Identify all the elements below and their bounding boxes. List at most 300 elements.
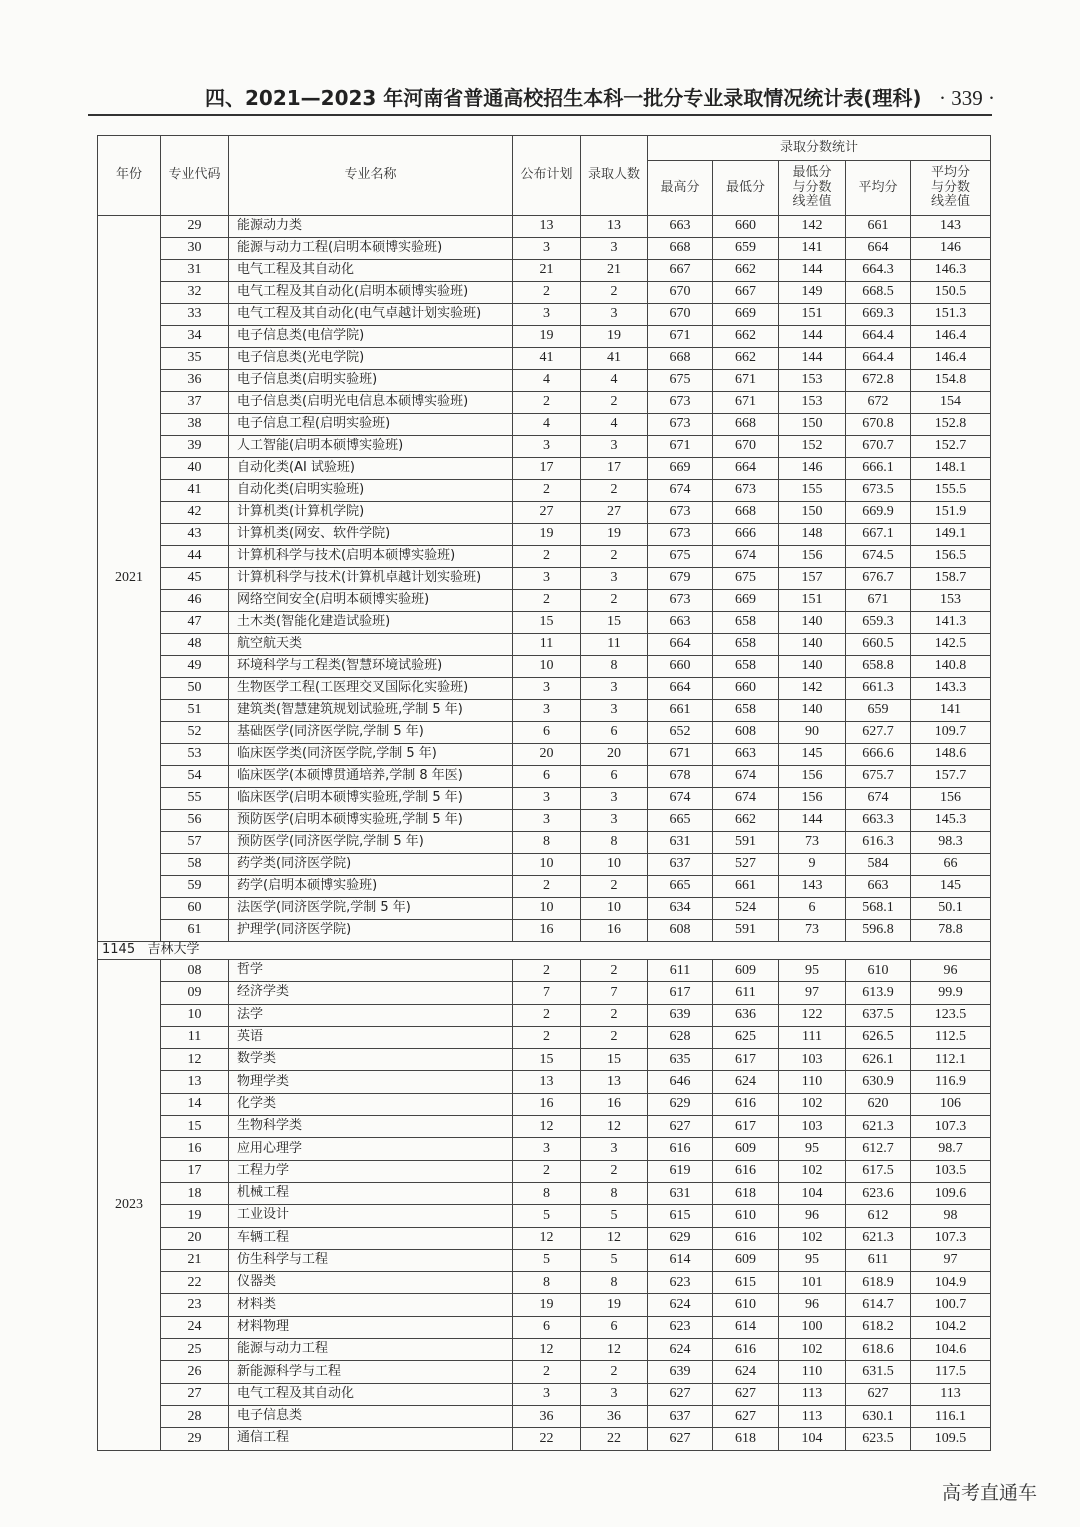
table-row — [98, 766, 991, 788]
cell-plan: 15 — [513, 1049, 581, 1071]
cell-code: 14 — [161, 1093, 229, 1115]
cell-avg: 611 — [846, 1249, 911, 1271]
cell-avg: 637.5 — [846, 1004, 911, 1026]
cell-plan: 8 — [513, 832, 581, 854]
cell-admitted: 2 — [581, 960, 648, 982]
group-2023 — [98, 960, 991, 1451]
cell-avg: 618.2 — [846, 1316, 911, 1338]
cell-code: 18 — [161, 1182, 229, 1204]
cell-name: 计算机类(计算机学院) — [229, 502, 513, 524]
table-row — [98, 326, 991, 348]
cell-plan: 17 — [513, 458, 581, 480]
cell-plan: 19 — [513, 326, 581, 348]
table-row — [98, 678, 991, 700]
cell-name: 电气工程及其自动化(电气卓越计划实验班) — [229, 304, 513, 326]
cell-admitted: 21 — [581, 260, 648, 282]
cell-admitted: 3 — [581, 304, 648, 326]
cell-plan: 13 — [513, 216, 581, 238]
cell-plan: 2 — [513, 590, 581, 612]
cell-plan: 8 — [513, 1272, 581, 1294]
cell-avg-diff: 149.1 — [911, 524, 991, 546]
cell-max: 670 — [648, 282, 713, 304]
cell-name: 生物科学类 — [229, 1116, 513, 1138]
cell-min: 636 — [713, 1004, 779, 1026]
cell-code: 38 — [161, 414, 229, 436]
cell-plan: 2 — [513, 282, 581, 304]
cell-code: 34 — [161, 326, 229, 348]
cell-code: 20 — [161, 1227, 229, 1249]
cell-min-diff: 96 — [779, 1294, 846, 1316]
cell-code: 39 — [161, 436, 229, 458]
cell-avg: 620 — [846, 1093, 911, 1115]
cell-min-diff: 122 — [779, 1004, 846, 1026]
cell-min-diff: 113 — [779, 1405, 846, 1427]
cell-min: 611 — [713, 982, 779, 1004]
cell-avg-diff: 78.8 — [911, 920, 991, 942]
cell-avg: 672.8 — [846, 370, 911, 392]
cell-avg: 664.3 — [846, 260, 911, 282]
cell-min-diff: 140 — [779, 700, 846, 722]
cell-min: 610 — [713, 1205, 779, 1227]
cell-plan: 10 — [513, 854, 581, 876]
cell-admitted: 2 — [581, 590, 648, 612]
cell-code: 51 — [161, 700, 229, 722]
cell-plan: 2 — [513, 546, 581, 568]
cell-plan: 3 — [513, 1138, 581, 1160]
col-min-diff: 最低分与分数线差值 — [779, 161, 846, 216]
cell-min-diff: 9 — [779, 854, 846, 876]
cell-admitted: 3 — [581, 238, 648, 260]
cell-avg-diff: 103.5 — [911, 1160, 991, 1182]
cell-max: 611 — [648, 960, 713, 982]
cell-avg: 568.1 — [846, 898, 911, 920]
cell-max: 639 — [648, 1004, 713, 1026]
cell-name: 临床医学类(同济医学院,学制 5 年) — [229, 744, 513, 766]
cell-avg: 664.4 — [846, 348, 911, 370]
cell-name: 计算机科学与技术(计算机卓越计划实验班) — [229, 568, 513, 590]
cell-min-diff: 152 — [779, 436, 846, 458]
cell-admitted: 5 — [581, 1205, 648, 1227]
table-row — [98, 1316, 991, 1338]
cell-avg: 617.5 — [846, 1160, 911, 1182]
cell-min-diff: 97 — [779, 982, 846, 1004]
cell-max: 637 — [648, 854, 713, 876]
cell-min: 668 — [713, 502, 779, 524]
table-row — [98, 634, 991, 656]
cell-avg: 626.1 — [846, 1049, 911, 1071]
cell-avg-diff: 106 — [911, 1093, 991, 1115]
cell-max: 673 — [648, 524, 713, 546]
cell-min-diff: 95 — [779, 1138, 846, 1160]
cell-admitted: 15 — [581, 612, 648, 634]
table-row — [98, 238, 991, 260]
cell-plan: 2 — [513, 1004, 581, 1026]
cell-min: 667 — [713, 282, 779, 304]
cell-plan: 12 — [513, 1339, 581, 1361]
cell-plan: 3 — [513, 238, 581, 260]
cell-avg: 584 — [846, 854, 911, 876]
cell-max: 668 — [648, 238, 713, 260]
table-row — [98, 744, 991, 766]
cell-code: 49 — [161, 656, 229, 678]
cell-plan: 21 — [513, 260, 581, 282]
cell-min-diff: 144 — [779, 260, 846, 282]
cell-avg-diff: 96 — [911, 960, 991, 982]
cell-avg-diff: 109.6 — [911, 1182, 991, 1204]
cell-plan: 12 — [513, 1116, 581, 1138]
cell-plan: 36 — [513, 1405, 581, 1427]
cell-name: 人工智能(启明本硕博实验班) — [229, 436, 513, 458]
cell-min: 524 — [713, 898, 779, 920]
cell-max: 664 — [648, 678, 713, 700]
cell-admitted: 8 — [581, 1272, 648, 1294]
cell-plan: 2 — [513, 480, 581, 502]
cell-min: 609 — [713, 1249, 779, 1271]
cell-plan: 2 — [513, 1361, 581, 1383]
cell-avg-diff: 143 — [911, 216, 991, 238]
table-row — [98, 1339, 991, 1361]
cell-code: 12 — [161, 1049, 229, 1071]
cell-name: 材料类 — [229, 1294, 513, 1316]
cell-code: 45 — [161, 568, 229, 590]
cell-avg-diff: 97 — [911, 1249, 991, 1271]
cell-admitted: 2 — [581, 1026, 648, 1048]
table-row — [98, 546, 991, 568]
cell-name: 哲学 — [229, 960, 513, 982]
table-row — [98, 1026, 991, 1048]
cell-plan: 3 — [513, 788, 581, 810]
cell-min-diff: 143 — [779, 876, 846, 898]
cell-min: 671 — [713, 392, 779, 414]
cell-min: 527 — [713, 854, 779, 876]
cell-name: 网络空间安全(启明本硕博实验班) — [229, 590, 513, 612]
cell-avg: 676.7 — [846, 568, 911, 590]
table-row — [98, 502, 991, 524]
cell-min: 662 — [713, 810, 779, 832]
page-header — [205, 82, 995, 111]
page-title: 四、2021—2023 年河南省普通高校招生本科一批分专业录取情况统计表(理科) — [205, 86, 922, 110]
cell-admitted: 12 — [581, 1339, 648, 1361]
cell-max: 673 — [648, 502, 713, 524]
table-row — [98, 1428, 991, 1450]
cell-min-diff: 102 — [779, 1339, 846, 1361]
cell-min-diff: 151 — [779, 304, 846, 326]
cell-code: 60 — [161, 898, 229, 920]
cell-min-diff: 113 — [779, 1383, 846, 1405]
group-2021 — [98, 216, 991, 942]
cell-avg-diff: 140.8 — [911, 656, 991, 678]
cell-admitted: 15 — [581, 1049, 648, 1071]
cell-avg-diff: 141.3 — [911, 612, 991, 634]
table-row — [98, 722, 991, 744]
cell-min: 674 — [713, 788, 779, 810]
cell-code: 33 — [161, 304, 229, 326]
cell-avg: 627 — [846, 1383, 911, 1405]
cell-plan: 27 — [513, 502, 581, 524]
cell-max: 646 — [648, 1071, 713, 1093]
cell-code: 61 — [161, 920, 229, 942]
table-row — [98, 1227, 991, 1249]
cell-min-diff: 102 — [779, 1160, 846, 1182]
cell-min-diff: 148 — [779, 524, 846, 546]
cell-avg-diff: 109.5 — [911, 1428, 991, 1450]
cell-admitted: 2 — [581, 282, 648, 304]
cell-code: 10 — [161, 1004, 229, 1026]
cell-avg-diff: 146.3 — [911, 260, 991, 282]
cell-min: 616 — [713, 1339, 779, 1361]
cell-name: 仿生科学与工程 — [229, 1249, 513, 1271]
cell-avg: 659.3 — [846, 612, 911, 634]
cell-max: 615 — [648, 1205, 713, 1227]
cell-avg: 666.6 — [846, 744, 911, 766]
table-row — [98, 392, 991, 414]
cell-admitted: 2 — [581, 392, 648, 414]
cell-min: 609 — [713, 1138, 779, 1160]
university-code: 1145 — [102, 942, 136, 958]
table-row — [98, 1383, 991, 1405]
cell-admitted: 2 — [581, 1004, 648, 1026]
cell-max: 660 — [648, 656, 713, 678]
cell-admitted: 36 — [581, 1405, 648, 1427]
cell-min-diff: 111 — [779, 1026, 846, 1048]
cell-avg: 627.7 — [846, 722, 911, 744]
cell-min: 658 — [713, 656, 779, 678]
cell-avg: 612 — [846, 1205, 911, 1227]
cell-min-diff: 153 — [779, 392, 846, 414]
cell-code: 22 — [161, 1272, 229, 1294]
cell-max: 663 — [648, 612, 713, 634]
cell-admitted: 11 — [581, 634, 648, 656]
cell-avg-diff: 50.1 — [911, 898, 991, 920]
cell-code: 54 — [161, 766, 229, 788]
cell-name: 电子信息类(光电学院) — [229, 348, 513, 370]
cell-code: 56 — [161, 810, 229, 832]
cell-name: 护理学(同济医学院) — [229, 920, 513, 942]
university-row — [98, 942, 991, 960]
cell-min-diff: 140 — [779, 634, 846, 656]
cell-admitted: 8 — [581, 832, 648, 854]
cell-avg-diff: 112.1 — [911, 1049, 991, 1071]
cell-admitted: 16 — [581, 920, 648, 942]
cell-avg: 664.4 — [846, 326, 911, 348]
cell-min: 674 — [713, 546, 779, 568]
cell-min-diff: 144 — [779, 348, 846, 370]
cell-min-diff: 90 — [779, 722, 846, 744]
cell-avg: 621.3 — [846, 1227, 911, 1249]
cell-plan: 5 — [513, 1205, 581, 1227]
cell-plan: 3 — [513, 304, 581, 326]
cell-min: 616 — [713, 1227, 779, 1249]
cell-avg: 658.8 — [846, 656, 911, 678]
cell-admitted: 20 — [581, 744, 648, 766]
cell-name: 计算机科学与技术(启明本硕博实验班) — [229, 546, 513, 568]
cell-max: 619 — [648, 1160, 713, 1182]
table-row — [98, 1361, 991, 1383]
col-min: 最低分 — [713, 161, 779, 216]
cell-admitted: 2 — [581, 876, 648, 898]
cell-plan: 2 — [513, 876, 581, 898]
cell-plan: 6 — [513, 766, 581, 788]
cell-admitted: 3 — [581, 700, 648, 722]
cell-avg-diff: 155.5 — [911, 480, 991, 502]
cell-code: 16 — [161, 1138, 229, 1160]
cell-code: 43 — [161, 524, 229, 546]
cell-plan: 5 — [513, 1249, 581, 1271]
cell-max: 637 — [648, 1405, 713, 1427]
cell-code: 52 — [161, 722, 229, 744]
table-row — [98, 960, 991, 982]
cell-max: 673 — [648, 590, 713, 612]
cell-avg-diff: 156 — [911, 788, 991, 810]
cell-avg: 663.3 — [846, 810, 911, 832]
cell-admitted: 27 — [581, 502, 648, 524]
cell-avg-diff: 146.4 — [911, 348, 991, 370]
cell-max: 678 — [648, 766, 713, 788]
year-cell: 2023 — [98, 960, 161, 1451]
cell-plan: 6 — [513, 1316, 581, 1338]
cell-plan: 2 — [513, 1026, 581, 1048]
cell-code: 11 — [161, 1026, 229, 1048]
cell-admitted: 2 — [581, 480, 648, 502]
cell-code: 29 — [161, 216, 229, 238]
cell-min: 627 — [713, 1383, 779, 1405]
cell-name: 自动化类(AI 试验班) — [229, 458, 513, 480]
table-row — [98, 1272, 991, 1294]
table-row — [98, 480, 991, 502]
col-year: 年份 — [98, 136, 161, 216]
cell-avg: 659 — [846, 700, 911, 722]
cell-min-diff: 157 — [779, 568, 846, 590]
cell-min-diff: 144 — [779, 326, 846, 348]
cell-min: 662 — [713, 326, 779, 348]
cell-name: 临床医学(本硕博贯通培养,学制 8 年医) — [229, 766, 513, 788]
cell-avg: 623.6 — [846, 1182, 911, 1204]
cell-name: 法学 — [229, 1004, 513, 1026]
cell-min-diff: 104 — [779, 1182, 846, 1204]
cell-max: 639 — [648, 1361, 713, 1383]
cell-min: 662 — [713, 348, 779, 370]
cell-avg-diff: 145 — [911, 876, 991, 898]
cell-max: 661 — [648, 700, 713, 722]
cell-avg: 670.8 — [846, 414, 911, 436]
cell-avg: 661 — [846, 216, 911, 238]
cell-admitted: 19 — [581, 1294, 648, 1316]
cell-avg: 612.7 — [846, 1138, 911, 1160]
cell-avg: 596.8 — [846, 920, 911, 942]
table-row — [98, 1138, 991, 1160]
cell-admitted: 3 — [581, 1138, 648, 1160]
cell-min: 625 — [713, 1026, 779, 1048]
cell-avg: 669.9 — [846, 502, 911, 524]
cell-avg-diff: 154 — [911, 392, 991, 414]
cell-min-diff: 73 — [779, 832, 846, 854]
cell-min-diff: 103 — [779, 1116, 846, 1138]
cell-plan: 10 — [513, 898, 581, 920]
cell-code: 37 — [161, 392, 229, 414]
table-row — [98, 1116, 991, 1138]
cell-name: 车辆工程 — [229, 1227, 513, 1249]
table-row — [98, 1182, 991, 1204]
cell-admitted: 10 — [581, 898, 648, 920]
cell-plan: 6 — [513, 722, 581, 744]
cell-code: 21 — [161, 1249, 229, 1271]
cell-max: 614 — [648, 1249, 713, 1271]
cell-max: 668 — [648, 348, 713, 370]
cell-avg: 626.5 — [846, 1026, 911, 1048]
cell-admitted: 6 — [581, 766, 648, 788]
cell-max: 675 — [648, 546, 713, 568]
cell-avg-diff: 123.5 — [911, 1004, 991, 1026]
table-row — [98, 832, 991, 854]
cell-min-diff: 102 — [779, 1227, 846, 1249]
cell-avg-diff: 112.5 — [911, 1026, 991, 1048]
cell-code: 27 — [161, 1383, 229, 1405]
cell-max: 629 — [648, 1093, 713, 1115]
cell-min: 669 — [713, 590, 779, 612]
cell-name: 自动化类(启明实验班) — [229, 480, 513, 502]
cell-max: 634 — [648, 898, 713, 920]
table-row — [98, 920, 991, 942]
cell-max: 664 — [648, 634, 713, 656]
cell-avg: 610 — [846, 960, 911, 982]
cell-name: 预防医学(同济医学院,学制 5 年) — [229, 832, 513, 854]
cell-name: 应用心理学 — [229, 1138, 513, 1160]
cell-max: 624 — [648, 1294, 713, 1316]
cell-plan: 15 — [513, 612, 581, 634]
cell-plan: 2 — [513, 1160, 581, 1182]
cell-plan: 2 — [513, 960, 581, 982]
cell-avg-diff: 151.3 — [911, 304, 991, 326]
cell-min-diff: 140 — [779, 656, 846, 678]
cell-plan: 3 — [513, 678, 581, 700]
cell-admitted: 8 — [581, 656, 648, 678]
cell-max: 631 — [648, 832, 713, 854]
cell-name: 临床医学(启明本硕博实验班,学制 5 年) — [229, 788, 513, 810]
cell-name: 数学类 — [229, 1049, 513, 1071]
cell-max: 663 — [648, 216, 713, 238]
cell-max: 670 — [648, 304, 713, 326]
cell-min-diff: 100 — [779, 1316, 846, 1338]
cell-name: 法医学(同济医学院,学制 5 年) — [229, 898, 513, 920]
cell-avg-diff: 143.3 — [911, 678, 991, 700]
cell-min-diff: 110 — [779, 1361, 846, 1383]
cell-admitted: 22 — [581, 1428, 648, 1450]
cell-max: 669 — [648, 458, 713, 480]
cell-name: 机械工程 — [229, 1182, 513, 1204]
cell-min: 673 — [713, 480, 779, 502]
cell-avg-diff: 142.5 — [911, 634, 991, 656]
cell-name: 基础医学(同济医学院,学制 5 年) — [229, 722, 513, 744]
cell-plan: 3 — [513, 436, 581, 458]
cell-admitted: 3 — [581, 788, 648, 810]
brand-watermark: 高考直通车 — [942, 1482, 1038, 1504]
cell-min: 618 — [713, 1182, 779, 1204]
cell-max: 671 — [648, 744, 713, 766]
cell-max: 631 — [648, 1182, 713, 1204]
cell-name: 航空航天类 — [229, 634, 513, 656]
cell-avg: 673.5 — [846, 480, 911, 502]
cell-min-diff: 142 — [779, 216, 846, 238]
cell-admitted: 12 — [581, 1116, 648, 1138]
cell-admitted: 10 — [581, 854, 648, 876]
cell-admitted: 41 — [581, 348, 648, 370]
table-row — [98, 700, 991, 722]
cell-min-diff: 6 — [779, 898, 846, 920]
cell-avg: 671 — [846, 590, 911, 612]
cell-code: 09 — [161, 982, 229, 1004]
col-plan: 公布计划 — [513, 136, 581, 216]
cell-avg: 664 — [846, 238, 911, 260]
